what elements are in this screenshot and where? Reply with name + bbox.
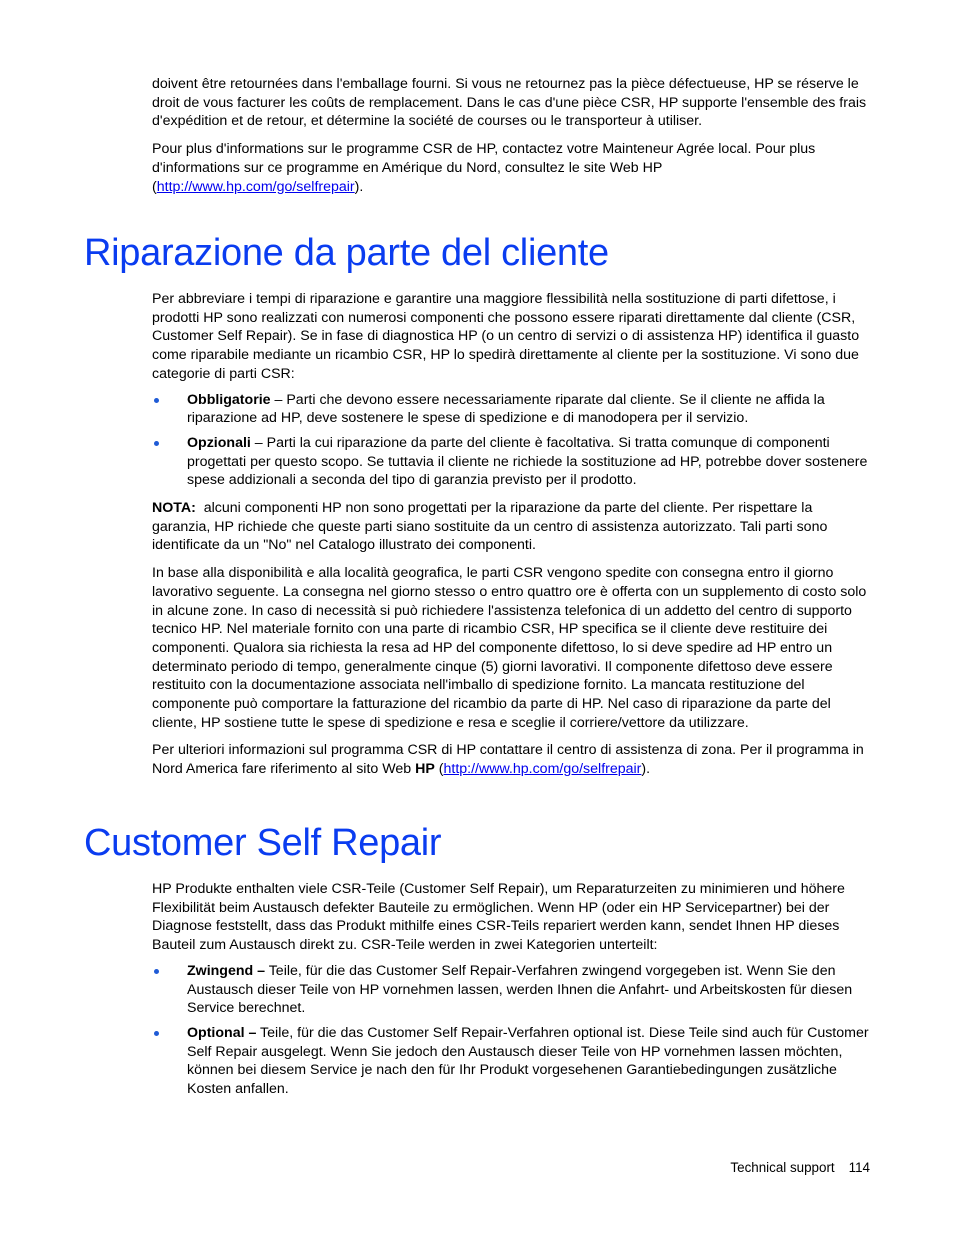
- german-paragraph-1: HP Produkte enthalten viele CSR-Teile (Customer Self Repair), um Reparaturzeiten zu minimieren und höhere Flexibilität beim Austausch defekter Bauteile zu ermöglichen. Wenn HP (oder ein HP Servicepartner) bei der Diagnose feststellt, dass das Produkt mithilfe eines CSR-Teils repariert werden kann, sendet Ihnen HP dieses Bauteil zum Austausch direkt zu. CSR-Teile werden in zwei Kategorien unterteilt:: [152, 881, 845, 954]
- bullet-icon: [154, 1031, 159, 1036]
- bullet-term: Obbligatorie: [187, 391, 271, 408]
- note-paragraph: [152, 499, 872, 555]
- intro-paragraph-1: doivent être retournées dans l'emballage fourni. Si vous ne retournez pas la pièce défectueuse, HP se réserve le droit de vous facturer les coûts de remplacement. Dans le cas d'une pièce CSR, HP supporte l'ensemble des frais d'expédition et de retour, et détermine la société de courses ou le transporteur à utiliser.: [152, 76, 867, 130]
- intro-section: [152, 75, 872, 196]
- italian-bullet-list: [152, 391, 872, 491]
- bullet-text: – Parti che devono essere necessariamente riparate dal cliente. Se il cliente ne affida la riparazione ad HP, deve sostenere le spese di spedizione e di manodopera per il servizio.: [187, 391, 825, 427]
- intro-paragraph-2: [152, 140, 872, 196]
- italian-paragraph-3-bold: HP: [415, 761, 435, 778]
- italian-section: [152, 290, 872, 779]
- list-item: [152, 1024, 872, 1099]
- italian-paragraph-1: Per abbreviare i tempi di riparazione e garantire una maggiore flessibilità nella sostituzione di parti difettose, i prodotti HP sono realizzati con numerosi componenti che possono essere riparati direttamente dal cliente (CSR, Customer Self Repair). Se in fase di diagnostica HP (o un centro di servizi o di assistenza HP) identifica il guasto come riparabile mediante un ricambio CSR, HP lo spedirà direttamente al cliente per la sostituzione. Vi sono due categorie di parti CSR:: [152, 291, 860, 382]
- selfrepair-link-it[interactable]: http://www.hp.com/go/selfrepair: [443, 761, 642, 778]
- italian-paragraph-3-end: ).: [641, 761, 651, 778]
- german-section: [152, 880, 872, 1099]
- footer-section-name: Technical support: [730, 1160, 835, 1175]
- list-item: [152, 391, 872, 428]
- italian-paragraph-3-open: (: [434, 761, 444, 778]
- italian-paragraph-3-text: Per ulteriori informazioni sul programma CSR di HP contattare il centro di assistenza di zona. Per il programma in Nord America fare riferimento al sito Web: [152, 742, 864, 778]
- heading-italian: Riparazione da parte del cliente: [84, 232, 609, 274]
- page-number: 114: [848, 1160, 870, 1175]
- intro-paragraph-2-text: Pour plus d'informations sur le programme CSR de HP, contactez votre Mainteneur Agrée local. Pour plus d'informations sur ce programme en Amérique du Nord, consultez le site Web HP (: [152, 141, 816, 195]
- bullet-text: Teile, für die das Customer Self Repair-Verfahren zwingend vorgegeben ist. Wenn Sie den Austausch dieser Teile von HP vornehmen lassen, werden Ihnen die Anfahrt- und Arbeitskosten für diesen Service berechnet.: [187, 962, 853, 1017]
- bullet-term: Opzionali: [187, 434, 251, 451]
- italian-paragraph-3: [152, 741, 872, 778]
- bullet-term: Optional –: [187, 1024, 257, 1041]
- bullet-text: – Parti la cui riparazione da parte del cliente è facoltativa. Si tratta comunque di componenti progettati per questo scopo. Se tuttavia il cliente ne richiede la sostituzione ad HP, potrebbe dover sostenere spese addizionali a seconda del tipo di garanzia previsto per il prodotto.: [187, 434, 868, 489]
- list-item: [152, 962, 872, 1018]
- bullet-icon: [154, 398, 159, 403]
- german-bullet-list: [152, 962, 872, 1099]
- italian-paragraph-2: In base alla disponibilità e alla località geografica, le parti CSR vengono spedite con consegna entro il giorno lavorativo seguente. La consegna nel giorno stesso o entro quattro ore è offerta con un supplemento di costo solo in alcune zone. In caso di necessità si può richiedere l'assistenza telefonica di un addetto del centro di supporto tecnico HP. Nel materiale fornito con una parte di ricambio CSR, HP specifica se il cliente deve restituire dei componenti. Qualora sia richiesta la resa ad HP del componente difettoso, lo si deve spedire ad HP entro un determinato periodo di tempo, generalmente cinque (5) giorni lavorativi. Il componente difettoso deve essere restituito con la documentazione associata nell'imballo di spedizione fornito. La mancata restituzione del componente può comportare la fatturazione del ricambio da parte di HP. Nel caso di riparazione da parte del cliente, HP sostiene tutte le spese di spedizione e resa e sceglie il corriere/vettore da utilizzare.: [152, 565, 867, 731]
- list-item: [152, 434, 872, 490]
- note-text: alcuni componenti HP non sono progettati per la riparazione da parte del cliente. Per rispettare la garanzia, HP richiede che queste parti siano sostituite da un centro di assistenza autorizzato. Tali parti sono identificate da un "No" nel Catalogo illustrato dei componenti.: [152, 500, 832, 554]
- bullet-icon: [154, 969, 159, 974]
- heading-german: Customer Self Repair: [84, 822, 442, 864]
- bullet-icon: [154, 441, 159, 446]
- note-label: NOTA:: [152, 500, 196, 517]
- selfrepair-link-fr[interactable]: http://www.hp.com/go/selfrepair: [156, 178, 355, 195]
- bullet-term: Zwingend –: [187, 962, 266, 979]
- bullet-text: Teile, für die das Customer Self Repair-Verfahren optional ist. Diese Teile sind auch für Customer Self Repair ausgelegt. Wenn Sie jedoch den Austausch dieser Teile von HP vornehmen lassen möchten, können bei diesem Service je nach den für Ihr Produkt vorgesehenen Garantiebedingungen zusätzliche Kosten anfallen.: [187, 1024, 869, 1098]
- page-footer: [730, 1159, 870, 1177]
- intro-paragraph-2-end: ).: [354, 178, 364, 195]
